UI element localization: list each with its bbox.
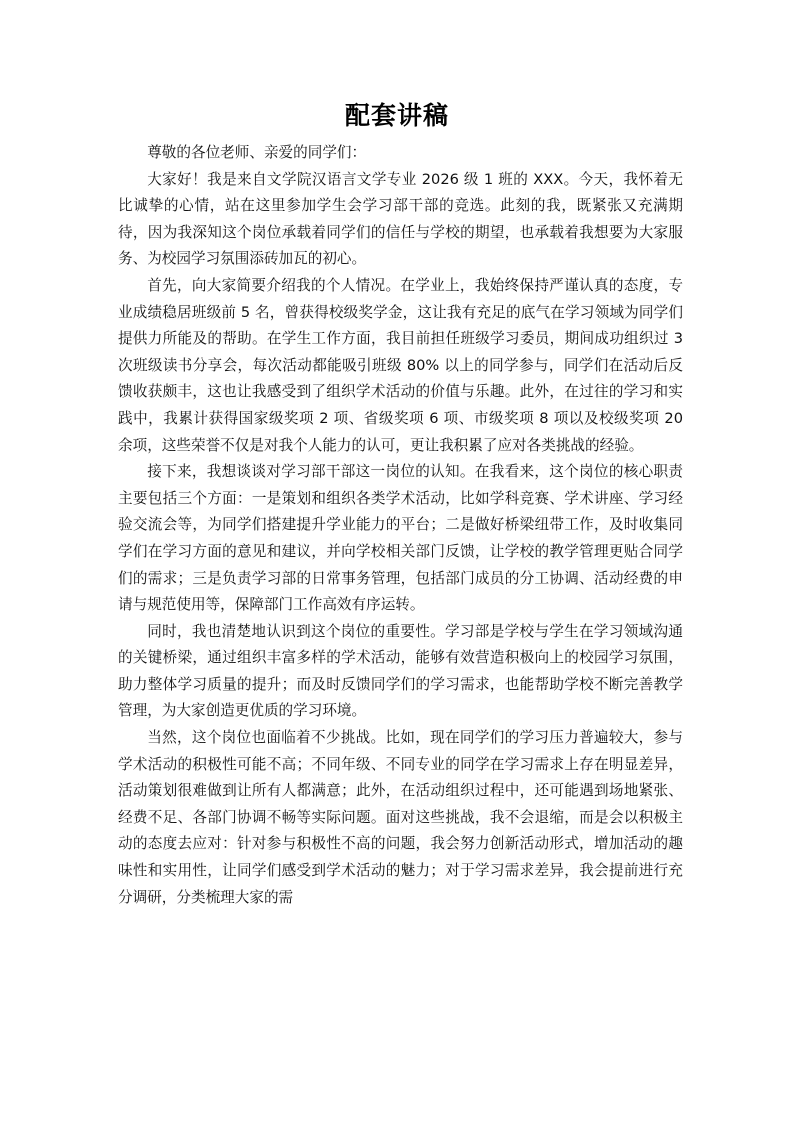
- document-title: 配套讲稿: [344, 101, 449, 130]
- paragraph-challenges: 当然，这个岗位也面临着不少挑战。比如，现在同学们的学习压力普遍较大，参与学术活动的积极性可能不高；不同年级、不同专业的同学在学习需求上存在明显差异，活动策划很难做到让所有人都满意；此外，在活动组织过程中，还可能遇到场地紧张、经费不足、各部门协调不畅等实际问题。面对这些挑战，我不会退缩，而是会以积极主动的态度去应对：针对参与积极性不高的问题，我会努力创新活动形式，增加活动的趣味性和实用性，让同学们感受到学术活动的魅力；对于学习需求差异，我会提前进行充分调研，分类梳理大家的需: [118, 729, 683, 906]
- paragraph-greeting: 大家好！我是来自文学院汉语言文学专业 2026 级 1 班的 XXX。今天，我怀着无比诚挚的心情，站在这里参加学生会学习部干部的竞选。此刻的我，既紧张又充满期待，因为我深知这个岗位承载着同学们的信任与学校的期望，也承载着我想要为大家服务、为校园学习氛围添砖加瓦的初心。: [118, 170, 683, 268]
- paragraph-introduction: 首先，向大家简要介绍我的个人情况。在学业上，我始终保持严谨认真的态度，专业成绩稳居班级前 5 名，曾获得校级奖学金，这让我有充足的底气在学习领域为同学们提供力所能及的帮助。在学生工作方面，我目前担任班级学习委员，期间成功组织过 3 次班级读书分享会，每次活动都能吸引班级 80% 以上的同学参与，同学们在活动后反馈收获颇丰，这也让我感受到了组织学术活动的价值与乐趣。此外，在过往的学习和实践中，我累计获得国家级奖项 2 项、省级奖项 6 项、市级奖项 8 项以及校级奖项 20 余项，这些荣誉不仅是对我个人能力的认可，更让我积累了应对各类挑战的经验。: [118, 276, 683, 454]
- paragraph-role-understanding: 接下来，我想谈谈对学习部干部这一岗位的认知。在我看来，这个岗位的核心职责主要包括三个方面：一是策划和组织各类学术活动，比如学科竞赛、学术讲座、学习经验交流会等，为同学们搭建提升学业能力的平台；二是做好桥梁纽带工作，及时收集同学们在学习方面的意见和建议，并向学校相关部门反馈，让学校的教学管理更贴合同学们的需求；三是负责学习部的日常事务管理，包括部门成员的分工协调、活动经费的申请与规范使用等，保障部门工作高效有序运转。: [118, 463, 683, 614]
- salutation: 尊敬的各位老师、亲爱的同学们：: [147, 144, 367, 161]
- document-body: [118, 140, 683, 911]
- paragraph-role-importance: 同时，我也清楚地认识到这个岗位的重要性。学习部是学校与学生在学习领域沟通的关键桥梁，通过组织丰富多样的学术活动，能够有效营造积极向上的校园学习氛围，助力整体学习质量的提升；而及时反馈同学们的学习需求，也能帮助学校不断完善教学管理，为大家创造更优质的学习环境。: [118, 622, 683, 720]
